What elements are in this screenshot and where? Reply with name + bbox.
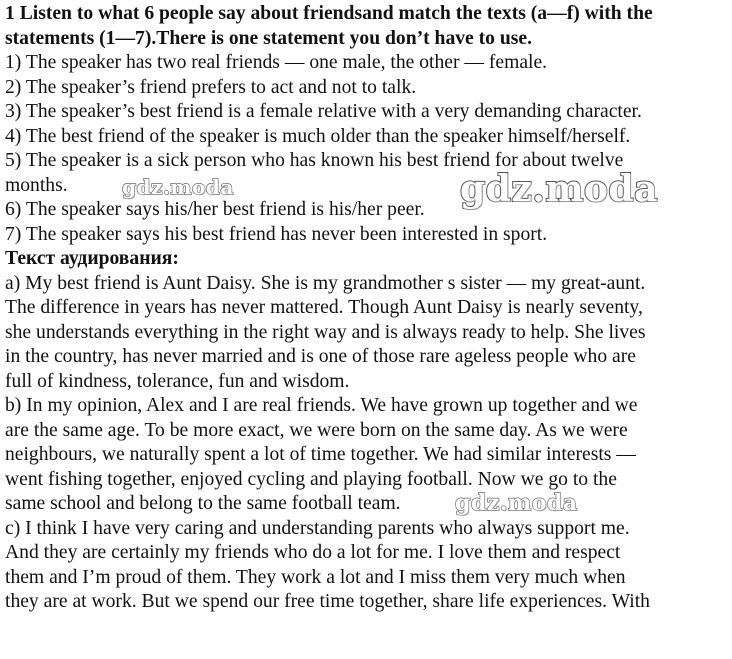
statement-5: 5) The speaker is a sick person who has known his best friend for about twelve [5,150,624,171]
watermark-logo: gdz.moda [122,175,234,199]
statement-2: 2) The speaker’s friend prefers to act and not to talk. [5,76,417,98]
text-line: they are at work. But we spend our free time together, share life experiences. With [5,591,650,612]
text-line: went fishing together, enjoyed cycling and playing football. Now we go to the [5,468,617,490]
statement-3: 3) The speaker’s best friend is a female relative with a very demanding character. [5,101,642,122]
watermark-logo-large: gdz.moda [460,168,658,210]
statement-7: 7) The speaker says his best friend has never been interested in sport. [5,223,548,245]
text-line: are the same age. To be more exact, we were born on the same day. As we were [5,419,628,441]
watermark-logo: gdz.moda [455,490,578,516]
statement-1: 1) The speaker has two real friends — one male, the other — female. [5,52,548,73]
text-line: same school and belong to the same football team. [5,493,401,514]
text-line: them and I’m proud of them. They work a lot and I miss them very much when [5,566,626,588]
task-heading-line-1: 1 Listen to what 6 people say about friendsand match the texts (a—f) with the [5,3,653,24]
statement-5-continued: months. [5,174,68,196]
text-line: The difference in years has never mattered. Though Aunt Daisy is nearly seventy, [5,297,643,318]
text-line: And they are certainly my friends who do a lot for me. I love them and respect [5,542,621,563]
text-line: a) My best friend is Aunt Daisy. She is my grandmother s sister — my great-aunt. [5,272,646,294]
text-line: full of kindness, tolerance, fun and wisdom. [5,370,350,392]
text-line: b) In my opinion, Alex and I are real friends. We have grown up together and we [5,395,638,416]
text-line: neighbours, we naturally spent a lot of time together. We had similar interests — [5,444,636,465]
task-heading-line-2: statements (1—7).There is one statement you don’t have to use. [5,27,532,49]
text-line: she understands everything in the right way and is always ready to help. She lives [5,321,646,343]
document-page [5,2,727,615]
listening-heading: Текст аудирования: [5,248,179,269]
statement-6: 6) The speaker says his/her best friend is his/her peer. [5,199,425,220]
text-line: in the country, has never married and is one of those rare ageless people who are [5,346,636,367]
text-line: c) I think I have very caring and understanding parents who always support me. [5,517,630,539]
statement-4: 4) The best friend of the speaker is much older than the speaker himself/herself. [5,125,631,147]
